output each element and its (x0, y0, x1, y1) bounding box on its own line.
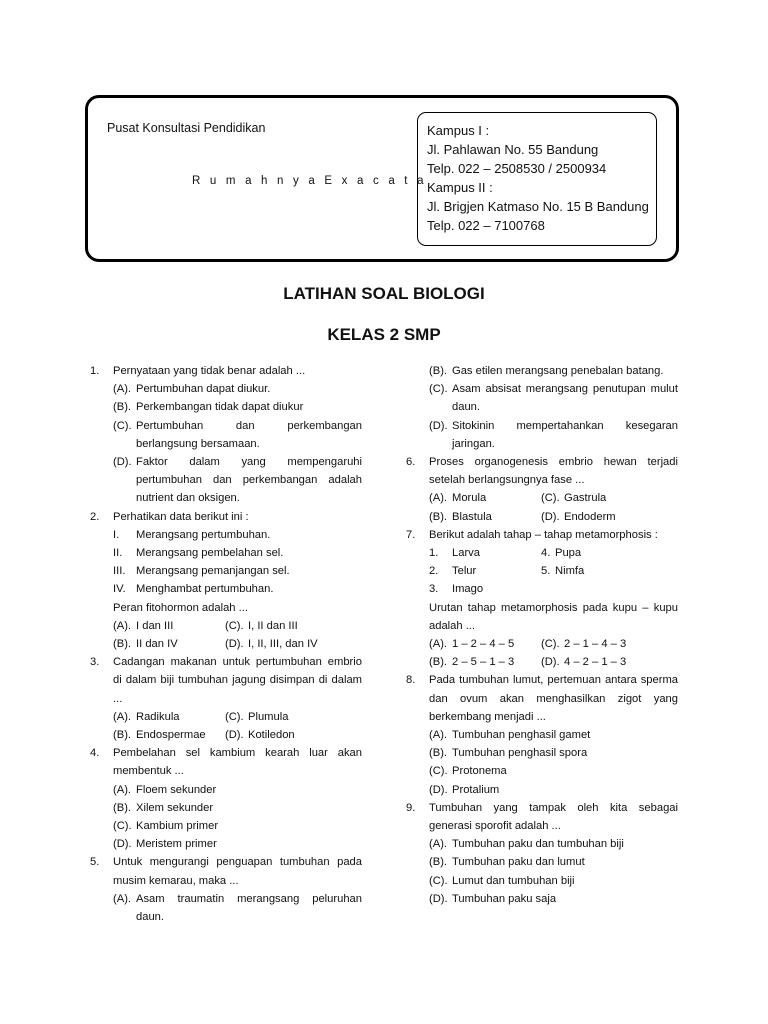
option (541, 508, 678, 526)
question-number: 2. (90, 510, 100, 523)
option-text: Endoderm (564, 510, 616, 523)
option-text: Xilem sekunder (136, 801, 214, 814)
option-key: (D). (113, 838, 132, 851)
option-text: Tumbuhan paku dan tumbuhan biji (452, 838, 624, 851)
option (113, 398, 362, 416)
option (429, 744, 678, 762)
option (429, 890, 678, 908)
question-text: Pernyataan yang tidak benar adalah ... (113, 365, 306, 377)
option-key: (A). (429, 492, 448, 505)
list-item (541, 544, 678, 562)
option-text: 2 – 5 – 1 – 3 (452, 656, 515, 669)
option-text: Tumbuhan penghasil gamet (452, 729, 591, 742)
option-key: (D). (113, 456, 132, 469)
letterhead (85, 95, 679, 262)
question-number: 1. (90, 365, 100, 377)
option-key: (A). (113, 619, 132, 632)
option-key: (B). (429, 856, 448, 869)
option-key: (A). (113, 783, 132, 796)
question (406, 453, 678, 526)
option-key: (B). (429, 510, 448, 523)
option (429, 362, 678, 380)
option-key: (D). (429, 419, 448, 432)
option (429, 489, 541, 507)
option-text: Pertumbuhan dapat diukur. (136, 383, 271, 396)
item-key: I. (113, 528, 120, 541)
option (429, 835, 678, 853)
item-text: Menghambat pertumbuhan. (136, 583, 274, 596)
option (429, 781, 678, 799)
question-stem: Urutan tahap metamorphosis pada kupu – kupu adalah ... (429, 601, 678, 632)
option (429, 762, 678, 780)
brand-name: R u m a h n y a E x a c a t a (192, 175, 427, 187)
option (225, 635, 362, 653)
option-text: Plumula (248, 710, 289, 723)
option-text: Sitokinin mempertahankan kesegaran jaringan. (452, 419, 678, 450)
option (429, 417, 678, 453)
option-key: (D). (429, 783, 448, 796)
option-text: I, II dan III (248, 619, 298, 632)
option-text: Asam absisat merangsang penutupan mulut daun. (452, 383, 678, 414)
item-key: IV. (113, 583, 126, 596)
option-key: (D). (225, 638, 244, 651)
item-text: Larva (452, 547, 480, 560)
campus-line: Jl. Pahlawan No. 55 Bandung (427, 142, 599, 157)
option-text: Kambium primer (136, 820, 219, 833)
option-key: (B). (113, 729, 132, 742)
list-item (429, 580, 541, 598)
option-key: (C). (113, 419, 132, 432)
list-item (113, 562, 362, 580)
option-key: (A). (113, 710, 132, 723)
option (113, 380, 362, 398)
item-key: 3. (429, 583, 439, 596)
option (113, 799, 362, 817)
option (429, 508, 541, 526)
option-text: Blastula (452, 510, 492, 523)
option (429, 635, 541, 653)
option-text: Lumut dan tumbuhan biji (452, 874, 575, 887)
option (541, 635, 678, 653)
question-number: 7. (406, 528, 416, 541)
option (541, 653, 678, 671)
option-text: Protonema (452, 765, 507, 778)
option-key: (D). (541, 656, 560, 669)
option (225, 708, 362, 726)
left-column (90, 362, 362, 926)
campus-line: Kampus I : (427, 123, 490, 138)
campus-line: Telp. 022 – 2508530 / 2500934 (427, 161, 607, 176)
item-text: Nimfa (555, 565, 585, 578)
option-text: Endospermae (136, 729, 206, 742)
option-text: Asam traumatin merangsang peluruhan daun. (136, 892, 362, 924)
option-text: I, II, III, dan IV (248, 638, 318, 651)
question (90, 362, 362, 508)
option-text: Faktor dalam yang mempengaruhi pertumbuhan dan perkembangan adalah nutrient dan oksigen. (136, 456, 362, 505)
option (113, 617, 225, 635)
option-key: (A). (429, 838, 448, 851)
option-text: 2 – 1 – 4 – 3 (564, 638, 627, 651)
option (113, 817, 362, 835)
question-number: 6. (406, 456, 416, 469)
question-number: 3. (90, 656, 100, 669)
option-key: (D). (225, 729, 244, 742)
option-text: I dan III (136, 619, 174, 632)
list-item (113, 526, 362, 544)
option-text: Tumbuhan paku dan lumut (452, 856, 585, 869)
option-text: 1 – 2 – 4 – 5 (452, 638, 515, 651)
question-text: Untuk mengurangi penguapan tumbuhan pada musim kemarau, maka ... (113, 856, 362, 887)
question (90, 744, 362, 853)
option-text: Tumbuhan paku saja (452, 892, 557, 905)
question-text: Perhatikan data berikut ini : (113, 510, 249, 523)
option (541, 489, 678, 507)
option-text: Floem sekunder (136, 783, 217, 796)
option (225, 726, 362, 744)
question (90, 853, 362, 926)
option (429, 380, 678, 416)
question-number: 5. (90, 856, 100, 869)
item-text: Merangsang pemanjangan sel. (136, 565, 290, 578)
option-key: (D). (541, 510, 560, 523)
campus-line: Kampus II : (427, 180, 493, 195)
question-text: Cadangan makanan untuk pertumbuhan embrio di dalam biji tumbuhan jagung disimpan di dalam ... (113, 656, 362, 705)
question-continued (406, 362, 678, 453)
option-key: (C). (225, 619, 244, 632)
question-text: Proses organogenesis embrio hewan terjadi setelah berlangsungnya fase ... (429, 456, 678, 487)
list-item (429, 562, 541, 580)
question-number: 4. (90, 747, 100, 760)
list-item (429, 544, 541, 562)
option-key: (C). (113, 820, 132, 833)
option-text: Gas etilen merangsang penebalan batang. (452, 365, 664, 377)
item-text: Pupa (555, 547, 582, 560)
option-key: (A). (429, 638, 448, 651)
option-key: (C). (429, 765, 448, 778)
item-key: II. (113, 547, 123, 560)
question-number: 9. (406, 801, 416, 814)
document-title: LATIHAN SOAL BIOLOGI (283, 284, 485, 303)
question (90, 653, 362, 744)
option (113, 708, 225, 726)
option-text: II dan IV (136, 638, 178, 651)
option-key: (B). (113, 638, 132, 651)
option-key: (A). (429, 729, 448, 742)
option-text: Tumbuhan penghasil spora (452, 747, 588, 760)
option (113, 781, 362, 799)
option-key: (B). (113, 401, 132, 414)
item-key: 5. (541, 565, 551, 578)
option (429, 853, 678, 871)
option-text: Radikula (136, 710, 180, 723)
item-key: 1. (429, 547, 439, 560)
question (406, 526, 678, 672)
question-text: Berikut adalah tahap – tahap metamorphosis : (429, 528, 658, 541)
option-key: (B). (429, 656, 448, 669)
campus-line: Jl. Brigjen Katmaso No. 15 B Bandung (427, 199, 649, 214)
question-text: Pada tumbuhan lumut, pertemuan antara sperma dan ovum akan menghasilkan zigot yang berkembang menjadi ... (429, 674, 678, 723)
right-column (406, 362, 678, 908)
option (113, 635, 225, 653)
question (90, 508, 362, 654)
option-key: (A). (113, 892, 132, 905)
question-stem: Peran fitohormon adalah ... (113, 601, 248, 614)
document-subtitle: KELAS 2 SMP (327, 325, 441, 344)
question-text: Tumbuhan yang tampak oleh kita sebagai generasi sporofit adalah ... (429, 801, 678, 833)
option (113, 417, 362, 453)
option-key: (C). (429, 383, 448, 396)
option-text: Perkembangan tidak dapat diukur (136, 401, 304, 414)
question (406, 799, 678, 908)
option-text: Kotiledon (248, 729, 295, 742)
question-number: 8. (406, 674, 416, 687)
option-key: (C). (429, 874, 448, 887)
option-key: (B). (429, 365, 448, 377)
question-text: Pembelahan sel kambium kearah luar akan membentuk ... (113, 747, 362, 778)
option-text: Morula (452, 492, 487, 505)
option-key: (C). (541, 492, 560, 505)
item-text: Telur (452, 565, 477, 578)
campus-line: Telp. 022 – 7100768 (427, 218, 545, 233)
list-item (113, 544, 362, 562)
option-key: (C). (225, 710, 244, 723)
list-item (541, 562, 678, 580)
campus-address-box (417, 112, 657, 246)
option (429, 726, 678, 744)
option (113, 726, 225, 744)
option-key: (D). (429, 892, 448, 905)
option (113, 835, 362, 853)
option (113, 453, 362, 508)
item-text: Merangsang pembelahan sel. (136, 547, 284, 560)
option-text: Gastrula (564, 492, 607, 505)
option (113, 890, 362, 926)
item-text: Imago (452, 583, 484, 596)
option-text: Meristem primer (136, 838, 217, 851)
option-text: Pertumbuhan dan perkembangan berlangsung bersamaan. (136, 419, 362, 450)
option-key: (B). (429, 747, 448, 760)
option-text: 4 – 2 – 1 – 3 (564, 656, 627, 669)
question (406, 671, 678, 798)
item-key: 2. (429, 565, 439, 578)
option-text: Protalium (452, 783, 500, 796)
organization-name: Pusat Konsultasi Pendidikan (107, 121, 266, 135)
option (429, 872, 678, 890)
option-key: (B). (113, 801, 132, 814)
option-key: (A). (113, 383, 132, 396)
item-key: III. (113, 565, 126, 578)
option (225, 617, 362, 635)
option-key: (C). (541, 638, 560, 651)
list-item (113, 580, 362, 598)
item-key: 4. (541, 547, 551, 560)
item-text: Merangsang pertumbuhan. (136, 528, 271, 541)
option (429, 653, 541, 671)
